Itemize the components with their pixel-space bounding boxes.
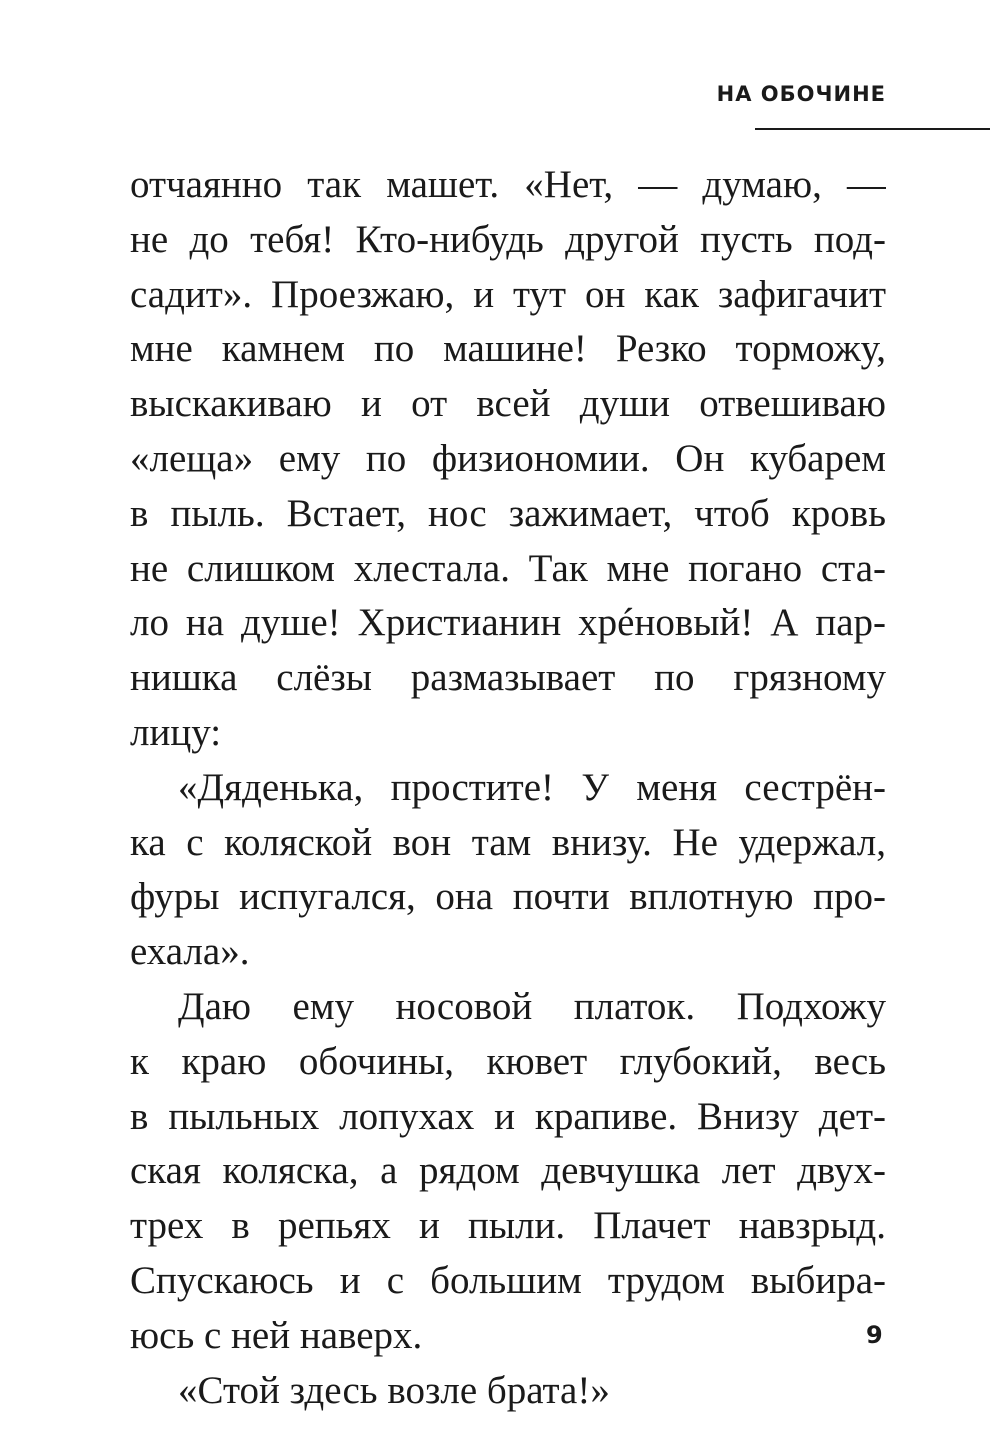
body-text <box>130 158 886 1418</box>
text-line: «Стой здесь возле брата!» <box>178 1368 610 1412</box>
text-line: не до тебя! Кто-нибудь другой пусть под- <box>130 217 886 261</box>
text-line: Даю ему носовой платок. Подхожу <box>178 984 886 1028</box>
text-line: нишка слёзы размазывает по грязному <box>130 656 886 700</box>
text-line: ка с коляской вон там внизу. Не удержал, <box>130 820 886 864</box>
text-line: «леща» ему по физиономии. Он кубарем <box>130 436 886 480</box>
text-line: в пыльных лопухах и крапиве. Внизу дет- <box>130 1094 886 1138</box>
text-line: ло на душе! Христианин хрéновый! А пар- <box>130 601 886 645</box>
text-line: выскакиваю и от всей души отвешиваю <box>130 382 886 426</box>
header-rule <box>755 128 990 130</box>
text-line: лицу: <box>130 710 222 754</box>
page-number: 9 <box>866 1321 883 1349</box>
text-line: к краю обочины, кювет глубокий, весь <box>130 1039 886 1083</box>
text-line: не слишком хлестала. Так мне погано ста- <box>130 546 886 590</box>
text-line: ская коляска, а рядом девчушка лет двух- <box>130 1149 886 1193</box>
text-line: трех в репьях и пыли. Плачет навзрыд. <box>130 1204 886 1248</box>
text-line: Спускаюсь и с большим трудом выбира- <box>130 1258 886 1302</box>
text-line: ехала». <box>130 930 250 974</box>
text-line: «Дяденька, простите! У меня сестрён- <box>178 765 886 809</box>
text-line: юсь с ней наверх. <box>130 1313 423 1357</box>
text-line: садит». Проезжаю, и тут он как зафигачит <box>130 272 886 316</box>
text-line: в пыль. Встает, нос зажимает, чтоб кровь <box>130 491 886 535</box>
running-head: НА ОБОЧИНЕ <box>716 82 886 106</box>
text-line: мне камнем по машине! Резко торможу, <box>130 327 886 371</box>
text-line: фуры испугался, она почти вплотную про- <box>130 875 886 919</box>
text-line: отчаянно так машет. «Нет, — думаю, — <box>130 163 886 206</box>
